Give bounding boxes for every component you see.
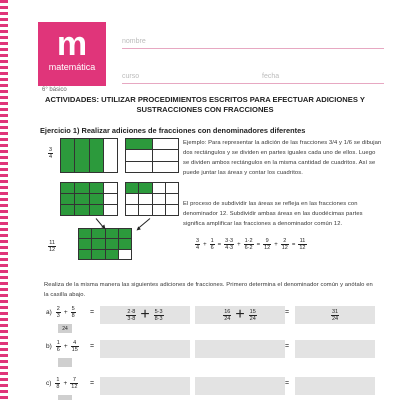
example-equation	[195, 238, 307, 251]
numerator: 2	[281, 238, 289, 245]
denominator: 24	[249, 315, 256, 322]
empty-cell	[166, 194, 178, 204]
denominator: 3	[56, 313, 60, 319]
filled-cell	[61, 183, 74, 193]
term-fraction	[71, 340, 79, 353]
filled-cell	[106, 250, 118, 259]
empty-cell	[153, 150, 179, 160]
date-line	[262, 83, 384, 84]
plus-sign: +	[63, 343, 68, 350]
denominator: 12	[299, 245, 306, 251]
amplification-step-box[interactable]	[100, 377, 190, 395]
filled-cell	[79, 229, 91, 238]
filled-cell	[90, 205, 103, 215]
empty-cell	[126, 150, 152, 160]
filled-cell	[61, 205, 74, 215]
left-decorative-stripe	[0, 0, 8, 400]
empty-cell	[126, 162, 152, 172]
operator: +	[237, 241, 241, 248]
empty-cell	[104, 194, 117, 204]
filled-cell	[79, 239, 91, 248]
filled-cell	[126, 139, 152, 149]
instruction-text: Realiza de la misma manera las siguientes adiciones de fracciones. Primero determina el denominador común y anótalo en la casilla abajo.	[44, 282, 373, 298]
denominator: 6·2	[244, 245, 253, 251]
answer-fraction	[223, 309, 231, 322]
equals-sign: =	[285, 343, 290, 350]
filled-cell	[92, 250, 104, 259]
empty-cell	[153, 139, 179, 149]
result-fraction-label: $\frac{11}{12}$	[49, 240, 56, 253]
empty-cell	[139, 205, 151, 215]
numerator: 16	[224, 308, 231, 315]
common-denominator-box[interactable]	[58, 395, 72, 400]
term-fraction	[71, 306, 76, 319]
numerator: 2·8	[127, 308, 136, 315]
empty-cell	[104, 205, 117, 215]
equals-sign: =	[90, 380, 95, 387]
problem-0-expression	[46, 306, 76, 319]
numerator: 9	[263, 238, 271, 245]
answer-fraction	[331, 309, 339, 322]
denominator: 12	[264, 245, 271, 251]
empty-cell	[119, 250, 131, 259]
middle-left-rectangle	[60, 182, 118, 216]
numerator: 11	[299, 238, 306, 244]
filled-cell	[75, 139, 88, 172]
course-line	[122, 83, 262, 84]
filled-cell	[126, 183, 138, 193]
equals-sign: =	[285, 309, 290, 316]
empty-cell	[166, 205, 178, 215]
top-fraction-label: $\frac{3}{4}$	[49, 147, 53, 160]
filled-cell	[106, 239, 118, 248]
denominator: 24	[224, 315, 231, 322]
filled-cell	[79, 250, 91, 259]
equation-fraction	[244, 238, 254, 251]
equation-fraction	[210, 238, 215, 251]
equals-sign: =	[90, 309, 95, 316]
filled-cell	[119, 239, 131, 248]
numerator: 31	[331, 308, 339, 315]
numerator: 3	[196, 238, 200, 244]
logo	[38, 22, 106, 86]
empty-cell	[139, 194, 151, 204]
numerator: 1·2	[244, 238, 253, 244]
common-denominator-box[interactable]: 24	[58, 324, 72, 333]
filled-cell	[139, 183, 151, 193]
denominator: 8	[71, 313, 75, 319]
denominator: 4·3	[225, 245, 234, 251]
denominator: 8·3	[154, 315, 163, 322]
plus-sign: +	[63, 309, 68, 316]
name-label: nombre	[122, 38, 146, 45]
denominator: 6	[210, 245, 214, 251]
equation-fraction	[224, 238, 234, 251]
problem-letter: c)	[46, 380, 52, 387]
equation-fraction	[298, 238, 306, 251]
example-paragraph-2: El proceso de subdividir las áreas se refleja en las fracciones con denominador 12. Subdividir ambas áreas en las duodécimas partes significa amplificar las fracciones a denominador común 12.	[183, 201, 363, 227]
problem-letter: b)	[46, 343, 52, 350]
denominator: 24	[331, 315, 339, 322]
denominator: 12	[71, 384, 78, 390]
numerator: 7	[70, 377, 78, 384]
top-left-rectangle	[60, 138, 118, 173]
empty-cell	[126, 194, 138, 204]
bottom-result-rectangle	[78, 228, 132, 260]
numerator: 1	[56, 377, 60, 383]
filled-cell	[106, 229, 118, 238]
term-fraction	[70, 377, 78, 390]
arrow-left	[96, 218, 104, 228]
name-line	[122, 48, 384, 49]
amplification-step-box[interactable]	[100, 306, 190, 324]
equals-sign: =	[90, 343, 95, 350]
empty-cell	[153, 205, 165, 215]
empty-cell	[166, 183, 178, 193]
middle-right-rectangle	[125, 182, 179, 216]
filled-cell	[75, 183, 88, 193]
empty-cell	[126, 205, 138, 215]
filled-cell	[90, 139, 103, 172]
denominator: 12	[281, 245, 288, 251]
date-label: fecha	[262, 73, 280, 80]
equation-fraction	[281, 238, 289, 251]
filled-cell	[75, 205, 88, 215]
empty-cell	[104, 183, 117, 193]
filled-cell	[92, 239, 104, 248]
logo-letter: m	[56, 25, 88, 63]
filled-cell	[92, 229, 104, 238]
term-fraction	[56, 306, 61, 319]
numerator: 5·3	[154, 308, 163, 315]
amplification-step-box[interactable]	[100, 340, 190, 358]
exercise-title: Ejercicio 1) Realizar adiciones de fracciones con denominadores diferentes	[40, 126, 306, 135]
equation-fraction	[263, 238, 271, 251]
denominator: 8	[56, 384, 60, 390]
numerator: 4	[71, 340, 79, 347]
answer-fraction	[154, 309, 164, 322]
numerator: 3·3	[225, 238, 234, 244]
example-paragraph-1: Ejemplo: Para representar la adición de las fracciones 3/4 y 1/6 se dibujan dos rectángulos y se dividen en partes iguales cada uno de ellos. Luego se dividen ambos rectángulos en la misma cantidad de cuadritos. Así se puede juntar las áreas y contar los cuadritos.	[183, 140, 382, 176]
filled-cell	[75, 194, 88, 204]
denominator: 3·8	[127, 315, 136, 322]
result-box[interactable]	[295, 377, 375, 395]
answer-fraction	[126, 309, 136, 322]
arrow-right	[137, 218, 150, 229]
answer-fraction	[249, 309, 257, 322]
numerator: 1	[210, 238, 214, 244]
numerator: 1	[56, 340, 60, 346]
empty-cell	[153, 194, 165, 204]
empty-cell	[104, 139, 117, 172]
plus-sign: +	[140, 306, 150, 323]
operator: +	[203, 241, 207, 248]
term-fraction	[56, 340, 61, 353]
empty-cell	[153, 183, 165, 193]
top-right-rectangle	[125, 138, 179, 173]
filled-cell	[90, 194, 103, 204]
page-title: ACTIVIDADES: UTILIZAR PROCEDIMIENTOS ESCRITOS PARA EFECTUAR ADICIONES Y SUSTRACCIONES CON FRACCIONES	[45, 95, 365, 114]
operator: =	[256, 241, 261, 248]
course-label: curso	[122, 73, 140, 80]
denominator: 15	[71, 347, 78, 353]
denominator: 4	[196, 245, 200, 251]
amplified-sum-box[interactable]	[195, 377, 285, 395]
common-denominator-box[interactable]	[58, 358, 72, 367]
numerator: 15	[249, 308, 256, 315]
problem-2-expression	[46, 377, 78, 390]
plus-sign: +	[235, 306, 245, 323]
denominator: 6	[56, 347, 60, 353]
logo-text: matemática	[48, 62, 96, 72]
result-box[interactable]	[295, 340, 375, 358]
empty-cell	[153, 162, 179, 172]
operator: =	[291, 241, 296, 248]
filled-cell	[61, 139, 74, 172]
operator: +	[274, 241, 278, 248]
plus-sign: +	[63, 380, 68, 387]
filled-cell	[61, 194, 74, 204]
result-box[interactable]	[295, 306, 375, 324]
amplified-sum-box[interactable]	[195, 306, 285, 324]
grade-label: 6° básico	[42, 87, 67, 93]
problem-1-expression	[46, 340, 79, 353]
equation-fraction	[195, 238, 200, 251]
amplified-sum-box[interactable]	[195, 340, 285, 358]
problem-letter: a)	[46, 309, 52, 316]
numerator: 2	[56, 306, 60, 312]
filled-cell	[90, 183, 103, 193]
term-fraction	[55, 377, 60, 390]
filled-cell	[119, 229, 131, 238]
operator: =	[217, 241, 222, 248]
equals-sign: =	[285, 380, 290, 387]
numerator: 5	[71, 306, 75, 312]
